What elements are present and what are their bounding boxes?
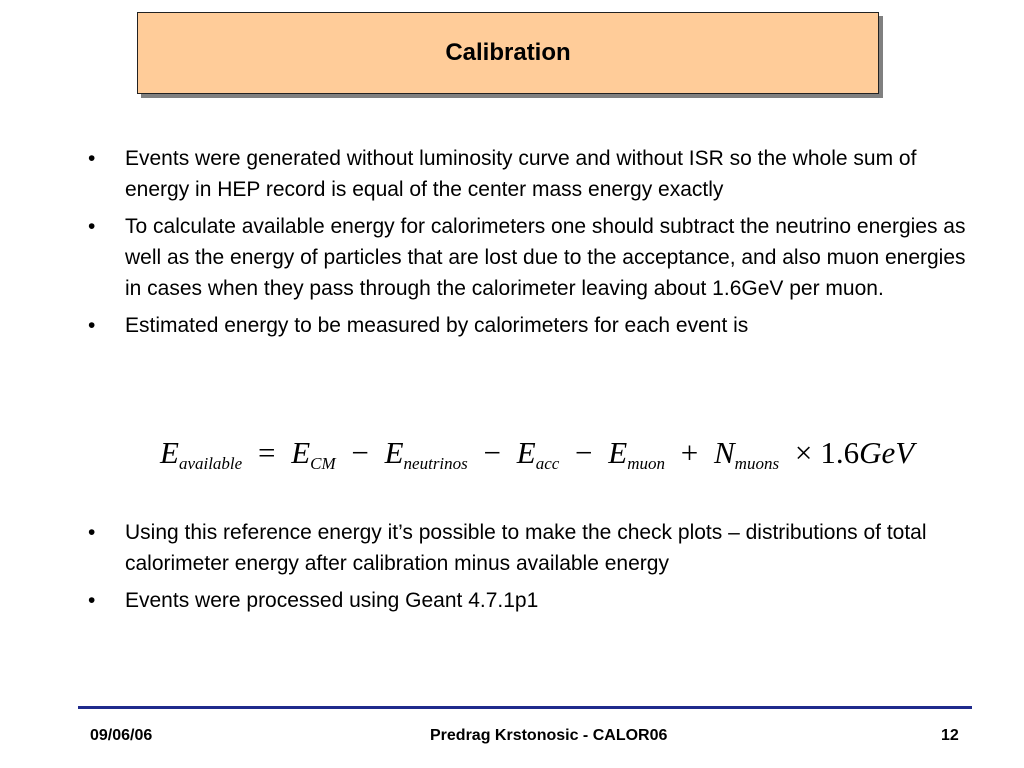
energy-formula <box>160 435 920 474</box>
formula-subscript: CM <box>310 454 336 473</box>
formula-symbol: N <box>713 435 735 470</box>
footer-divider <box>78 706 972 709</box>
bullet-item <box>80 585 970 616</box>
bullet-item <box>80 517 970 579</box>
formula-number: 1.6 <box>820 435 860 470</box>
bullet-icon: • <box>88 147 96 170</box>
formula-symbol: E <box>384 435 404 470</box>
bullet-item <box>80 310 970 341</box>
page-number: 12 <box>941 727 959 744</box>
bullet-text: Using this reference energy it’s possible to make the check plots – distributions of total calorimeter energy after calibration minus available energy <box>125 521 927 575</box>
formula-symbol: E <box>608 435 628 470</box>
formula-symbol: E <box>160 435 179 470</box>
bullet-icon: • <box>88 215 96 238</box>
bullet-list-bottom <box>80 517 970 622</box>
bullet-text: Events were generated without luminosity curve and without ISR so the whole sum of energy in HEP record is equal of the center mass energy exactly <box>125 147 917 201</box>
formula-operator: = <box>257 435 276 470</box>
slide-title: Calibration <box>445 39 571 66</box>
formula-subscript: muons <box>734 454 780 473</box>
bullet-icon: • <box>88 589 96 612</box>
formula-operator: × <box>794 435 813 470</box>
bullet-icon: • <box>88 521 96 544</box>
formula-subscript: muon <box>627 454 665 473</box>
formula-operator: − <box>351 435 369 470</box>
bullet-text: Estimated energy to be measured by calorimeters for each event is <box>125 314 749 337</box>
formula-symbol: E <box>291 435 311 470</box>
formula-operator: − <box>575 435 593 470</box>
title-box <box>137 12 879 94</box>
formula-operator: + <box>680 435 699 470</box>
bullet-text: To calculate available energy for calorimeters one should subtract the neutrino energies as well as the energy of particles that are lost due to the acceptance, and also muon energies in cases when they pass through the calorimeter leaving about 1.6GeV per muon. <box>125 215 966 300</box>
formula-subscript: available <box>178 454 243 473</box>
bullet-item <box>80 143 970 205</box>
formula-subscript: acc <box>535 454 560 473</box>
formula-symbol: E <box>516 435 536 470</box>
bullet-icon: • <box>88 314 96 337</box>
formula-subscript: neutrinos <box>403 454 468 473</box>
bullet-item <box>80 211 970 304</box>
bullet-list-top <box>80 143 970 347</box>
footer-date: 09/06/06 <box>90 727 153 744</box>
bullet-text: Events were processed using Geant 4.7.1p1 <box>125 589 539 612</box>
footer-author: Predrag Krstonosic - CALOR06 <box>430 727 668 744</box>
formula-operator: − <box>483 435 502 470</box>
formula-unit: GeV <box>859 435 915 470</box>
